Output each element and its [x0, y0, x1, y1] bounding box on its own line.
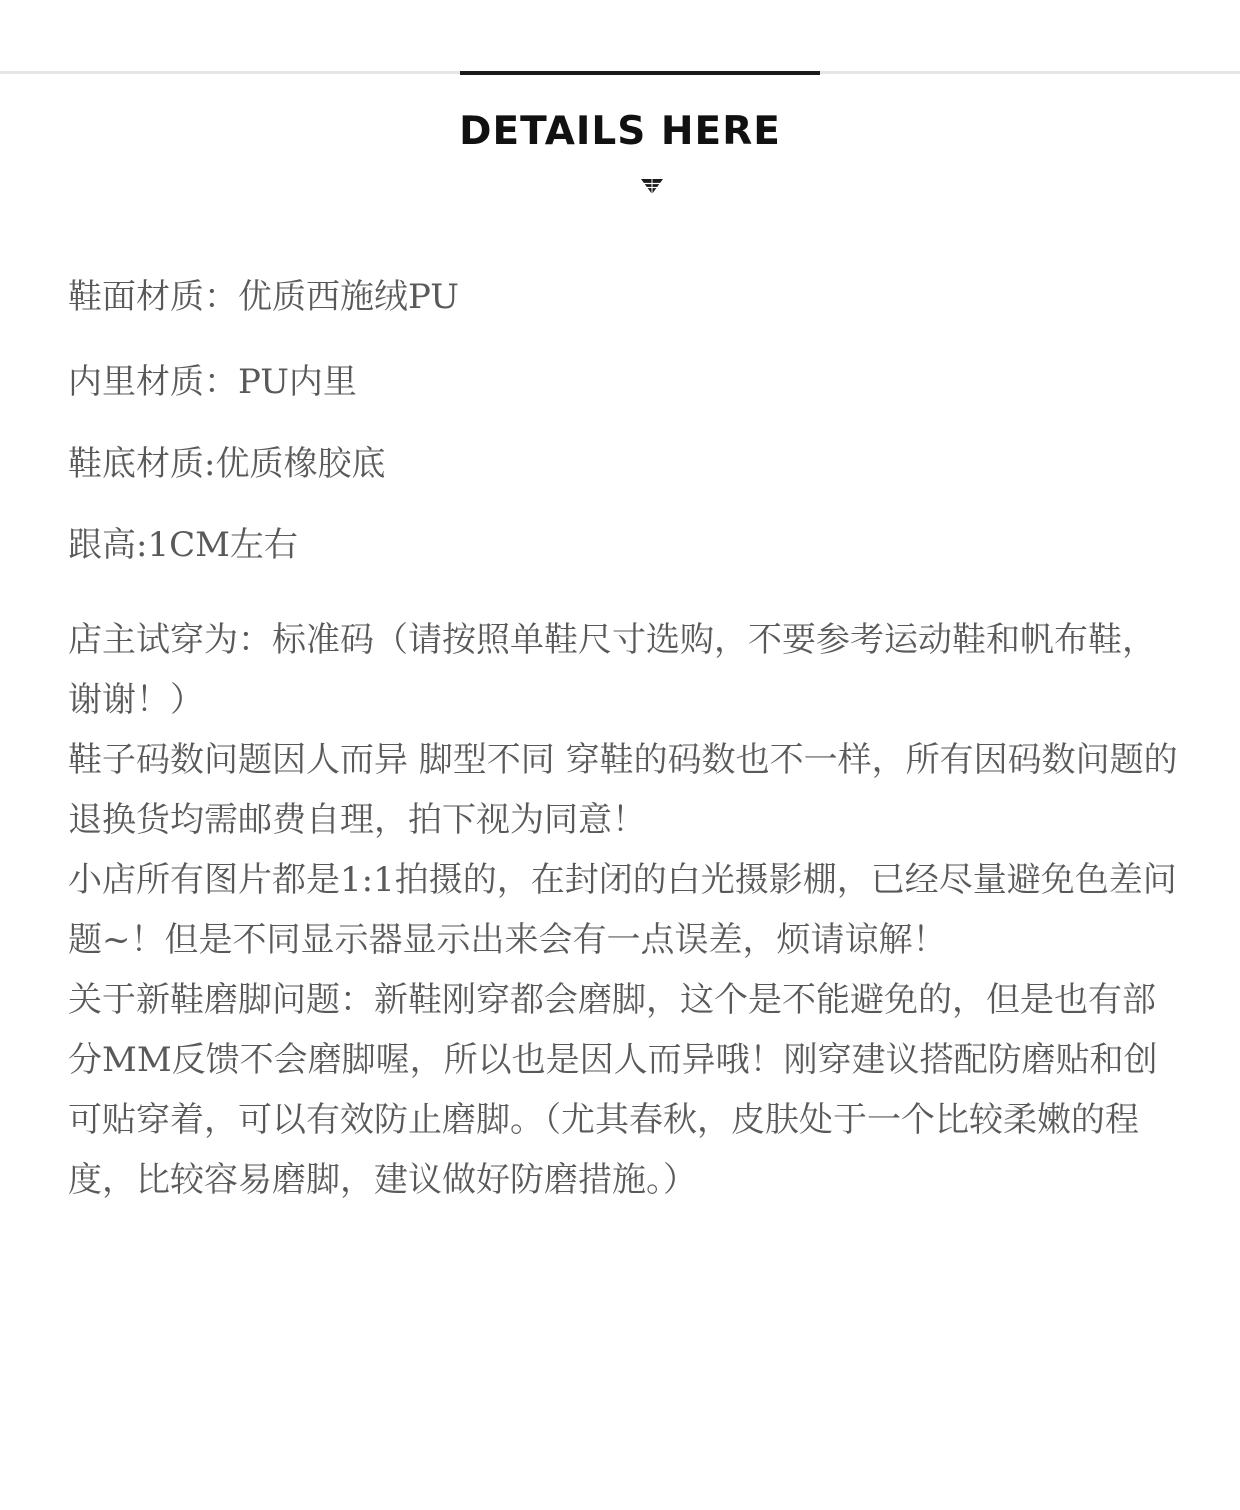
accent-bar	[460, 71, 820, 75]
notes-block	[68, 610, 1178, 1210]
note-size-tip: 店主试穿为：标准码（请按照单鞋尺寸选购，不要参考运动鞋和帆布鞋，谢谢！）	[68, 620, 1156, 720]
spec-sole-material: 鞋底材质:优质橡胶底	[68, 444, 386, 484]
note-size-policy: 鞋子码数问题因人而异 脚型不同 穿鞋的码数也不一样，所有因码数问题的退换货均需邮费自理，拍下视为同意！	[68, 740, 1178, 840]
triangle-down-icon	[641, 177, 663, 195]
spec-lining-material: 内里材质：PU内里	[68, 362, 357, 402]
spec-upper-material: 鞋面材质：优质西施绒PU	[68, 277, 459, 317]
section-title: DETAILS HERE	[459, 109, 781, 154]
spec-heel-height: 跟高:1CM左右	[68, 525, 298, 565]
note-color-difference: 小店所有图片都是1:1拍摄的，在封闭的白光摄影棚，已经尽量避免色差问题~！但是不同显示器显示出来会有一点误差，烦请谅解！	[68, 860, 1177, 960]
note-wear-in: 关于新鞋磨脚问题：新鞋刚穿都会磨脚，这个是不能避免的，但是也有部分MM反馈不会磨脚喔，所以也是因人而异哦！刚穿建议搭配防磨贴和创可贴穿着，可以有效防止磨脚。（尤其春秋，皮肤处于一个比较柔嫩的程度，比较容易磨脚，建议做好防磨措施。）	[68, 980, 1158, 1200]
